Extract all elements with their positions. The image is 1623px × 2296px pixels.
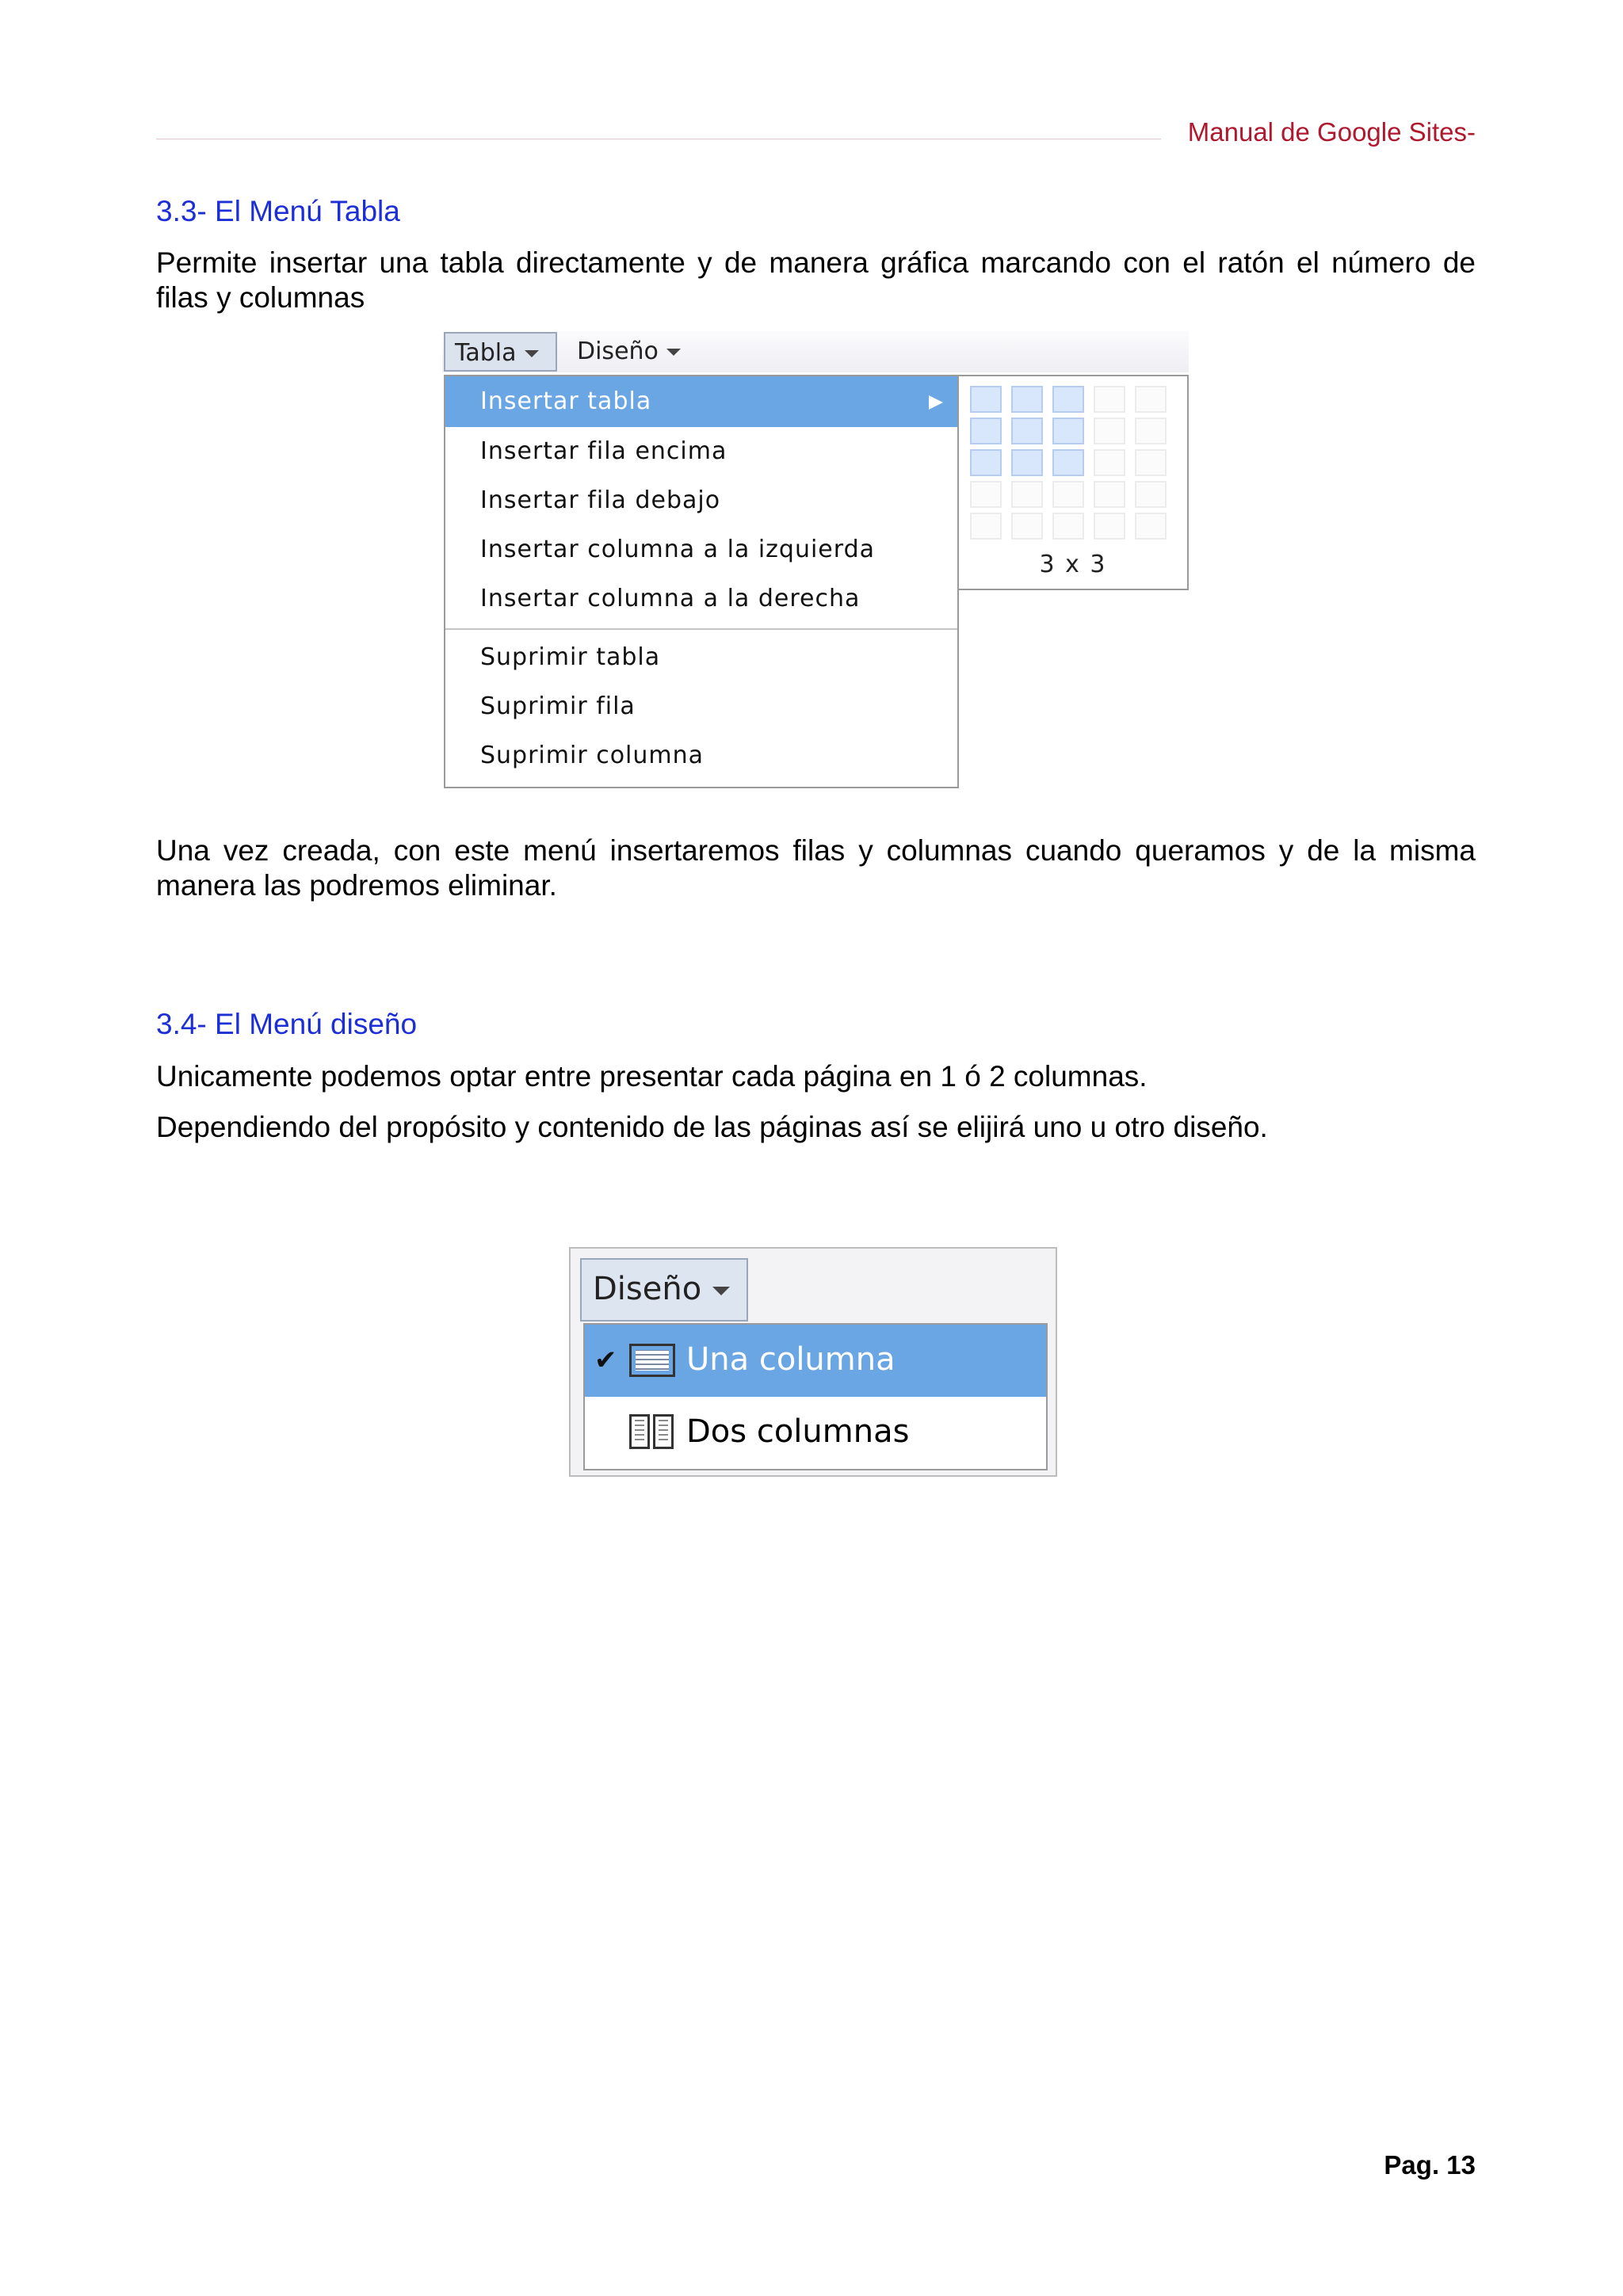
menu-item-insert-row-below[interactable]: Insertar fila debajo (480, 486, 721, 514)
grid-cell[interactable] (1094, 418, 1125, 444)
menu-item-two-columns[interactable] (585, 1397, 1046, 1469)
menu-separator (445, 628, 957, 630)
diseno-menu-screenshot (569, 1247, 1057, 1477)
one-column-layout-icon (629, 1344, 675, 1377)
menu-item-label: Dos columnas (686, 1413, 910, 1450)
tabla-menu-screenshot (442, 331, 1189, 791)
menu-item-delete-col[interactable]: Suprimir columna (480, 742, 705, 769)
paragraph-diseno-line2: Dependiendo del propósito y contenido de las páginas así se elijirá uno u otro diseño. (156, 1111, 1268, 1143)
grid-cell[interactable] (1094, 481, 1125, 508)
grid-cell[interactable] (970, 386, 1002, 413)
table-size-label: 3 x 3 (1039, 551, 1107, 578)
two-column-layout-icon (629, 1414, 675, 1449)
grid-cell[interactable] (970, 481, 1002, 508)
grid-cell[interactable] (1011, 449, 1043, 476)
header-title: Manual de Google Sites- (1187, 117, 1476, 147)
diseno-menu-label: Diseño (577, 338, 659, 365)
grid-cell[interactable] (1052, 386, 1084, 413)
grid-cell[interactable] (1094, 386, 1125, 413)
caret-down-icon (666, 349, 681, 356)
grid-cell[interactable] (1135, 418, 1167, 444)
grid-cell[interactable] (1011, 481, 1043, 508)
grid-cell[interactable] (1094, 449, 1125, 476)
menu-item-one-column[interactable] (585, 1325, 1046, 1397)
menu-item-delete-row[interactable]: Suprimir fila (480, 692, 636, 720)
caret-down-icon (712, 1287, 730, 1295)
grid-cell[interactable] (1135, 513, 1167, 540)
menu-item-insert-col-left[interactable]: Insertar columna a la izquierda (480, 536, 875, 563)
diseno-menu-button[interactable] (580, 1258, 748, 1322)
grid-cell[interactable] (1052, 418, 1084, 444)
caret-down-icon (525, 350, 539, 357)
menu-item-label: Insertar tabla (480, 387, 652, 415)
grid-cell[interactable] (1135, 481, 1167, 508)
grid-cell[interactable] (1135, 449, 1167, 476)
grid-cell[interactable] (1094, 513, 1125, 540)
grid-cell[interactable] (1011, 418, 1043, 444)
section-title-tabla: 3.3- El Menú Tabla (156, 195, 400, 227)
grid-cell[interactable] (1052, 481, 1084, 508)
tabla-menu-button[interactable] (444, 332, 557, 372)
grid-cell[interactable] (1052, 449, 1084, 476)
grid-cell[interactable] (1011, 513, 1043, 540)
section-title-diseno: 3.4- El Menú diseño (156, 1008, 418, 1040)
tabla-menu-label: Tabla (455, 339, 517, 367)
table-size-picker[interactable] (959, 375, 1189, 590)
tabla-dropdown-menu (444, 375, 959, 788)
paragraph-tabla-after: Una vez creada, con este menú insertaremos filas y columnas cuando queramos y de la misma manera las podremos eliminar. (156, 834, 1476, 902)
page-number: Pag. 13 (1384, 2150, 1476, 2180)
checkmark-icon: ✔ (594, 1344, 617, 1376)
grid-cell[interactable] (970, 418, 1002, 444)
menu-item-label: Una columna (686, 1341, 896, 1378)
paragraph-diseno-line1: Unicamente podemos optar entre presentar cada página en 1 ó 2 columnas. (156, 1060, 1148, 1093)
diseno-dropdown-menu (583, 1323, 1048, 1470)
menu-item-delete-table[interactable]: Suprimir tabla (480, 643, 661, 671)
grid-cell[interactable] (970, 449, 1002, 476)
grid-cell[interactable] (1011, 386, 1043, 413)
diseno-menu-button[interactable] (577, 332, 681, 372)
menu-item-insert-row-above[interactable]: Insertar fila encima (480, 437, 727, 465)
menu-item-insert-col-right[interactable]: Insertar columna a la derecha (480, 585, 861, 612)
grid-cell[interactable] (1052, 513, 1084, 540)
submenu-arrow-icon (929, 395, 943, 410)
paragraph-tabla-intro: Permite insertar una tabla directamente y de manera gráfica marcando con el ratón el número de filas y columnas (156, 246, 1476, 314)
diseno-menu-label: Diseño (593, 1271, 702, 1307)
grid-cell[interactable] (1135, 386, 1167, 413)
grid-cell[interactable] (970, 513, 1002, 540)
menu-item-insert-table[interactable] (445, 376, 957, 427)
